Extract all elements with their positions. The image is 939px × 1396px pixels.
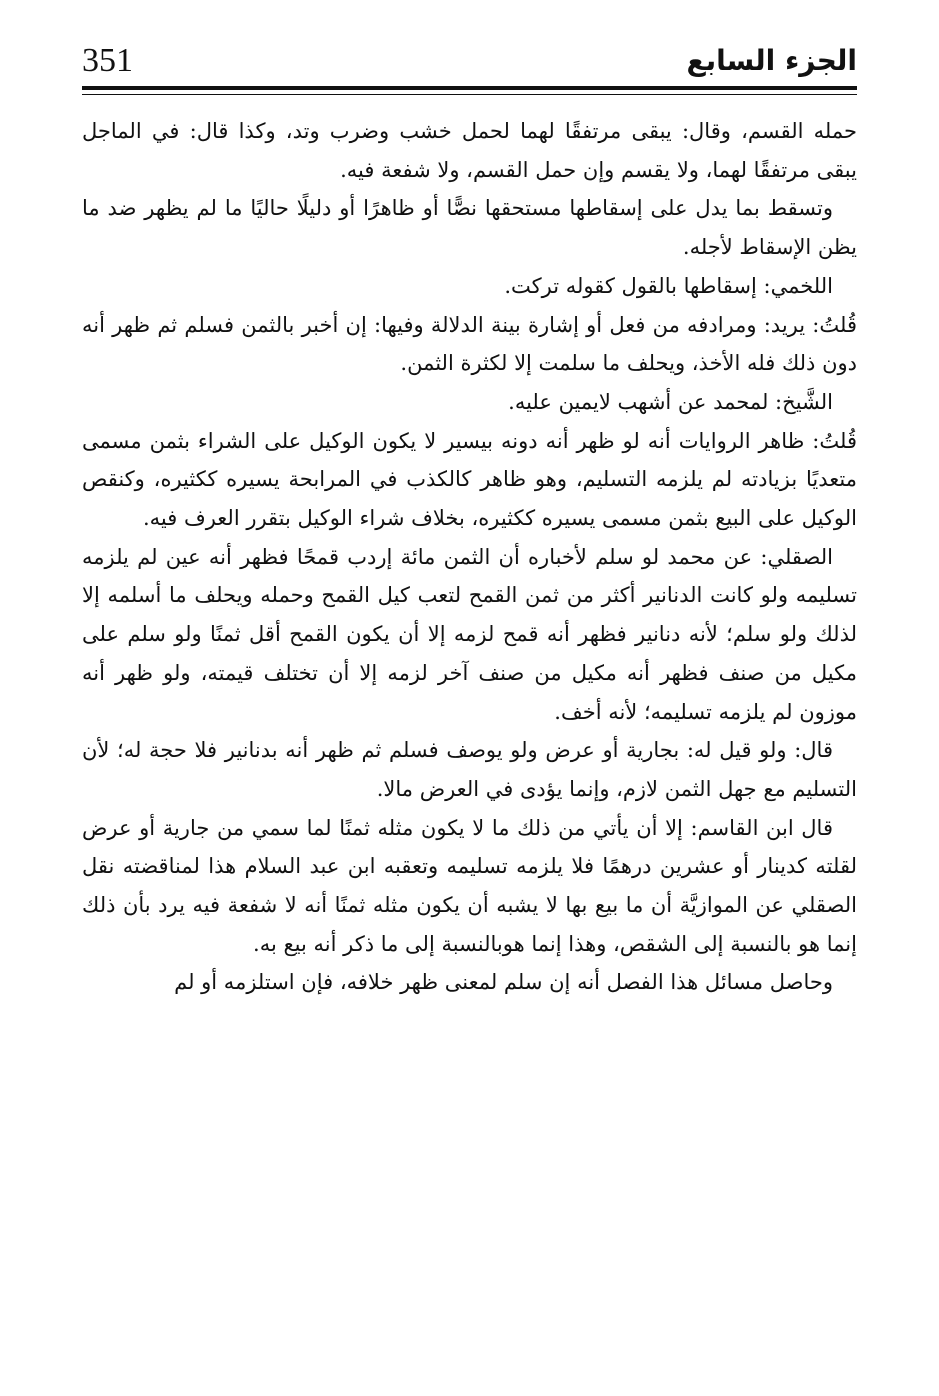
paragraph: حمله القسم، وقال: يبقى مرتفقًا لهما لحمل خشب وضرب وتد، وكذا قال: في الماجل يبقى مرتفقًا لهما، ولا يقسم وإن حمل القسم، ولا شفعة فيه.: [82, 119, 857, 182]
paragraph: اللخمي: إسقاطها بالقول كقوله تركت.: [504, 273, 833, 298]
page-header: [82, 38, 857, 84]
paragraph: قُلتُ: يريد: ومرادفه من فعل أو إشارة بينة الدلالة وفيها: إن أخبر بالثمن فسلم ثم ظهر أنه دون ذلك فله الأخذ، ويحلف ما سلمت إلا لكثرة الثمن.: [82, 312, 857, 376]
body-text: [82, 112, 857, 1002]
paragraph: قال: ولو قيل له: بجارية أو عرض ولو يوصف فسلم ثم ظهر أنه بدنانير فلا حجة له؛ لأن التسليم مع جهل الثمن لازم، وإنما يؤدى في العرض مالا.: [82, 738, 857, 801]
header-rule-thick: [82, 86, 857, 90]
page-number: 351: [82, 42, 133, 79]
paragraph: وتسقط بما يدل على إسقاطها مستحقها نصًّا أو ظاهرًا أو دليلًا حاليًا ما لم يظهر ضد ما يظن الإسقاط لأجله.: [82, 196, 857, 260]
header-rule-thin: [82, 94, 857, 95]
running-title: الجزء السابع: [686, 44, 857, 77]
paragraph: قُلتُ: ظاهر الروايات أنه لو ظهر أنه دونه بيسير لا يكون الوكيل على الشراء بثمن مسمى متعديًا بزيادته لم يلزمه التسليم، وهو ظاهر كالكذب في المرابحة يسيره ككثيره، وكنقص الوكيل على البيع بثمن مسمى يسيره ككثيره، بخلاف شراء الوكيل بتقرر العرف فيه.: [82, 428, 857, 531]
paragraph: قال ابن القاسم: إلا أن يأتي من ذلك ما لا يكون مثله ثمنًا لما سمي من جارية أو عرض لقلته كدينار أو عشرين درهمًا فلا يلزمه تسليمه وتعقبه ابن عبد السلام هذا لمناقضته نقل الصقلي عن الموازيَّة أن ما بيع بها لا يشبه أن يكون مثله ثمنًا أنه لا شفعة فيه يرد بأن ذلك إنما هو بالنسبة إلى الشقص، وهذا إنما هوبالنسبة إلى ما ذكر أنه بيع به.: [82, 815, 857, 956]
paragraph: وحاصل مسائل هذا الفصل أنه إن سلم لمعنى ظهر خلافه، فإن استلزمه أو لم: [174, 970, 833, 995]
paragraph: الشَّيخ: لمحمد عن أشهب لايمين عليه.: [508, 389, 833, 414]
paragraph: الصقلي: عن محمد لو سلم لأخباره أن الثمن مائة إردب قمحًا فظهر أنه عين لم يلزمه تسليمه ولو كانت الدنانير أكثر من ثمن القمح لتعب كيل القمح وحمله ويحلف ما أسلمه إلا لذلك ولو سلم؛ لأنه دنانير فظهر أنه قمح لزمه إلا أن يكون القمح أقل ثمنًا ولو سلم على مكيل من صنف فظهر أنه مكيل من صنف آخر لزمه إلا أن تختلف قيمته، ولو ظهر أنه موزون لم يلزمه تسليمه؛ لأنه أخف.: [82, 544, 857, 724]
